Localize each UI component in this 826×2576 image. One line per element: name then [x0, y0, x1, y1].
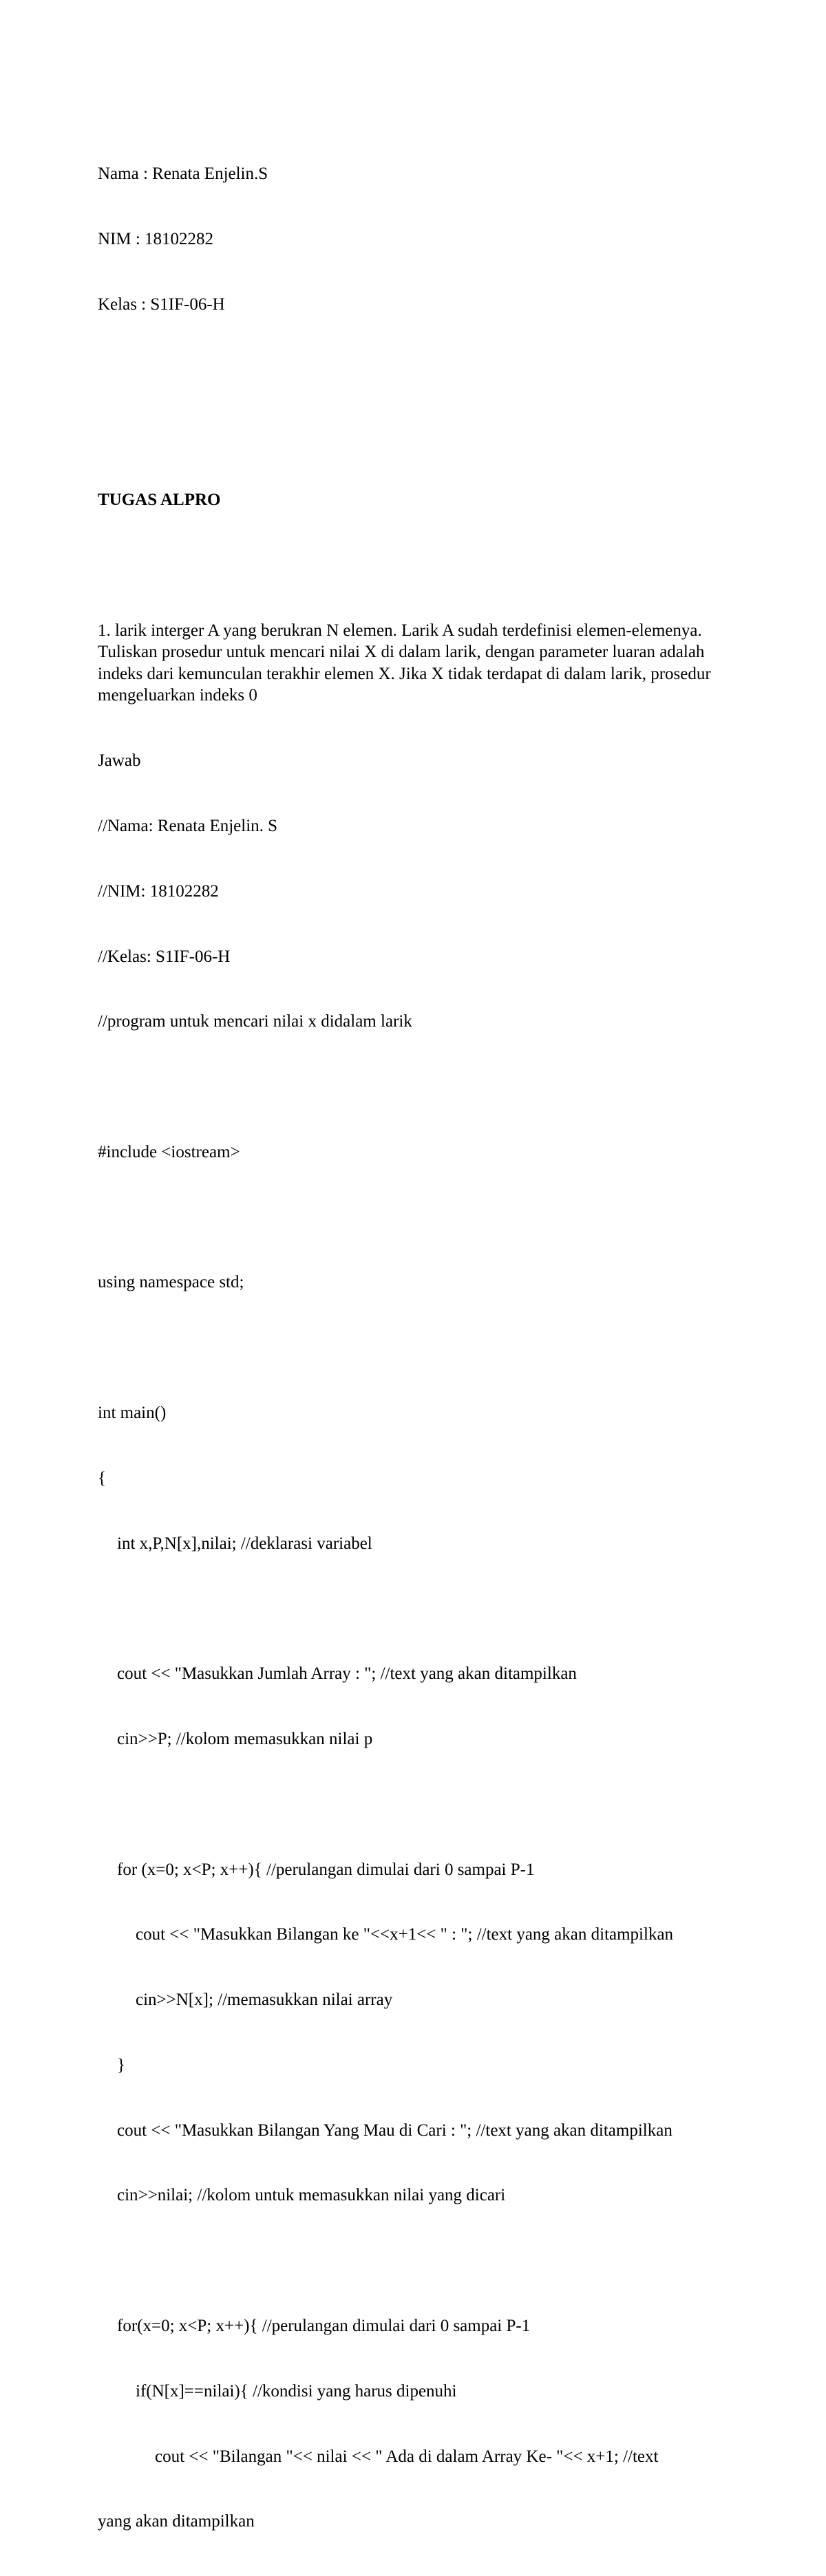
- code-namespace: using namespace std;: [98, 1273, 244, 1292]
- code-cout-2: cout << "Masukkan Bilangan ke "<<x+1<< " : "; //text yang akan ditampilkan: [136, 1925, 674, 1944]
- blank-line: [98, 424, 734, 446]
- student-name: Nama : Renata Enjelin.S: [98, 164, 268, 184]
- blank-line: [98, 1598, 734, 1620]
- code-comment-program: //program untuk mencari nilai x didalam larik: [98, 1012, 412, 1031]
- code-cin-1: cin>>P; //kolom memasukkan nilai p: [117, 1729, 373, 1748]
- blank-line: [98, 555, 734, 577]
- code-comment-class: //Kelas: S1IF-06-H: [98, 947, 231, 966]
- code-cout-1: cout << "Masukkan Jumlah Array : "; //text yang akan ditampilkan: [117, 1664, 577, 1684]
- code-cin-3: cin>>nilai; //kolom untuk memasukkan nilai yang dicari: [117, 2186, 506, 2205]
- code-include: #include <iostream>: [98, 1142, 240, 1161]
- code-comment-name: //Nama: Renata Enjelin. S: [98, 817, 278, 835]
- document-title: TUGAS ALPRO: [98, 491, 221, 510]
- student-nim: NIM : 18102282: [98, 229, 214, 248]
- code-declare: int x,P,N[x],nilai; //deklarasi variabel: [117, 1534, 372, 1553]
- question-text: 1. larik interger A yang berukran N elemen. Larik A sudah terdefinisi elemen-elemenya. Tuliskan prosedur untuk mencari nilai X di dalam larik, dengan parameter luaran adalah indeks dari kemunculan terakhir elemen X. Jika X tidak terdapat di dalam larik, prosedur mengeluarkan indeks 0: [98, 621, 715, 705]
- code-cout-4: cout << "Bilangan "<< nilai << " Ada di dalam Array Ke- "<< x+1; //text: [155, 2447, 659, 2466]
- blank-line: [98, 1207, 734, 1229]
- code-comment-nim: //NIM: 18102282: [98, 881, 219, 901]
- answer-label: Jawab: [98, 751, 141, 771]
- code-cin-2: cin>>N[x]; //memasukkan nilai array: [136, 1990, 393, 2010]
- code-close-brace: }: [117, 2055, 125, 2074]
- code-cout-4-continued: yang akan ditampilkan: [98, 2512, 255, 2531]
- code-main: int main(): [98, 1404, 167, 1423]
- blank-line: [98, 1337, 734, 1359]
- document-body: [98, 120, 734, 2576]
- blank-line: [98, 2250, 734, 2272]
- student-class: Kelas : S1IF-06-H: [98, 294, 225, 314]
- code-for-1: for (x=0; x<P; x++){ //perulangan dimulai dari 0 sampai P-1: [117, 1860, 535, 1879]
- code-open-brace: {: [98, 1468, 106, 1488]
- code-for-2: for(x=0; x<P; x++){ //perulangan dimulai dari 0 sampai P-1: [117, 2316, 531, 2335]
- code-cout-3: cout << "Masukkan Bilangan Yang Mau di Cari : "; //text yang akan ditampilkan: [117, 2121, 673, 2140]
- code-if: if(N[x]==nilai){ //kondisi yang harus dipenuhi: [136, 2381, 457, 2401]
- blank-line: [98, 1794, 734, 1816]
- blank-line: [98, 1076, 734, 1098]
- blank-line: [98, 359, 734, 381]
